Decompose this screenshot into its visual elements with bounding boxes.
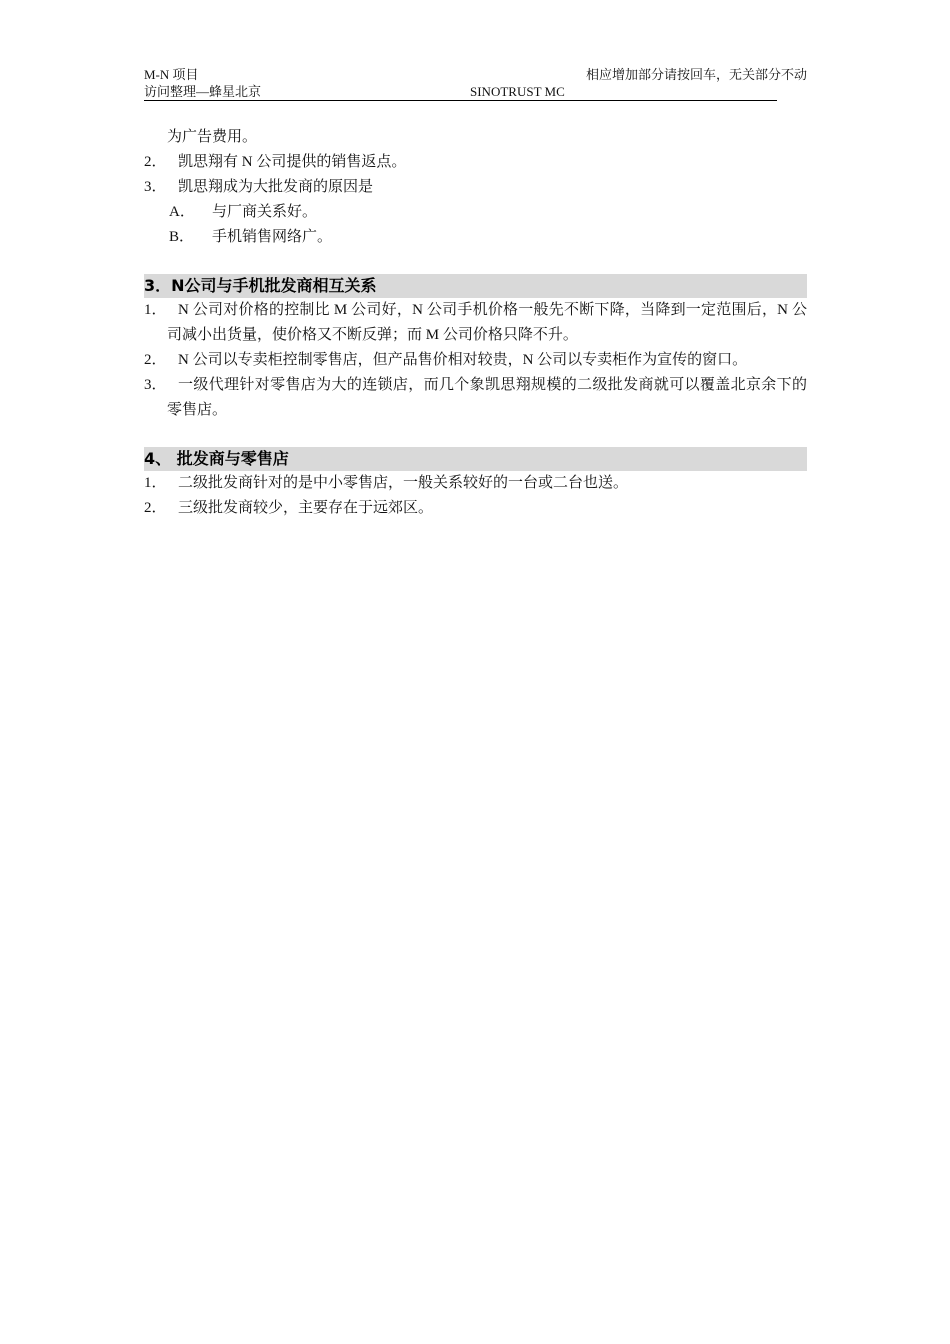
list-item <box>144 150 807 175</box>
item-number: 1． <box>144 475 167 491</box>
item-number: 2． <box>144 500 167 516</box>
item-number: 3． <box>144 179 167 195</box>
item-text: 二级批发商针对的是中小零售店，一般关系较好的一台或二台也送。 <box>178 475 629 491</box>
item-text: 凯思翔有 N 公司提供的销售返点。 <box>178 154 407 170</box>
item-number: 3． <box>144 377 167 393</box>
list-item <box>144 175 807 200</box>
header-rule <box>144 100 777 101</box>
sub-item-text: 与厂商关系好。 <box>212 204 318 220</box>
sub-list-item <box>144 200 807 225</box>
page-header <box>144 66 807 102</box>
section-heading-4: 4、 批发商与零售店 <box>144 447 807 471</box>
continuation-text: 为广告费用。 <box>167 129 258 145</box>
list-item <box>144 298 807 348</box>
list-item <box>144 471 807 496</box>
item-text: N 公司对价格的控制比 M 公司好，N 公司手机价格一般先不断下降，当降到一定范围后，N 公司减小出货量，使价格又不断反弹；而 M 公司价格只降不升。 <box>167 302 807 343</box>
sub-item-text: 手机销售网络广。 <box>212 229 333 245</box>
list-item <box>144 125 807 150</box>
section-heading-3: 3．N公司与手机批发商相互关系 <box>144 274 807 298</box>
sub-item-letter: A． <box>169 204 195 220</box>
sub-list-item <box>144 225 807 250</box>
header-company: SINOTRUST MC <box>470 84 565 99</box>
item-number: 1． <box>144 302 167 318</box>
header-subtitle: 访问整理—蜂星北京 <box>144 84 262 99</box>
header-project-name: M-N 项目 <box>144 67 199 82</box>
list-item <box>144 348 807 373</box>
item-number: 2． <box>144 154 167 170</box>
item-number: 2． <box>144 352 167 368</box>
list-item <box>144 496 807 521</box>
item-text: 一级代理针对零售店为大的连锁店，而几个象凯思翔规模的二级批发商就可以覆盖北京余下的零售店。 <box>167 377 807 418</box>
item-text: 凯思翔成为大批发商的原因是 <box>178 179 374 195</box>
item-text: 三级批发商较少，主要存在于远郊区。 <box>178 500 434 516</box>
header-instruction: 相应增加部分请按回车，无关部分不动 <box>585 67 807 82</box>
item-text: N 公司以专卖柜控制零售店，但产品售价相对较贵，N 公司以专卖柜作为宣传的窗口。 <box>178 352 748 368</box>
sub-item-letter: B． <box>169 229 195 245</box>
document-body <box>144 125 807 521</box>
list-item <box>144 373 807 423</box>
